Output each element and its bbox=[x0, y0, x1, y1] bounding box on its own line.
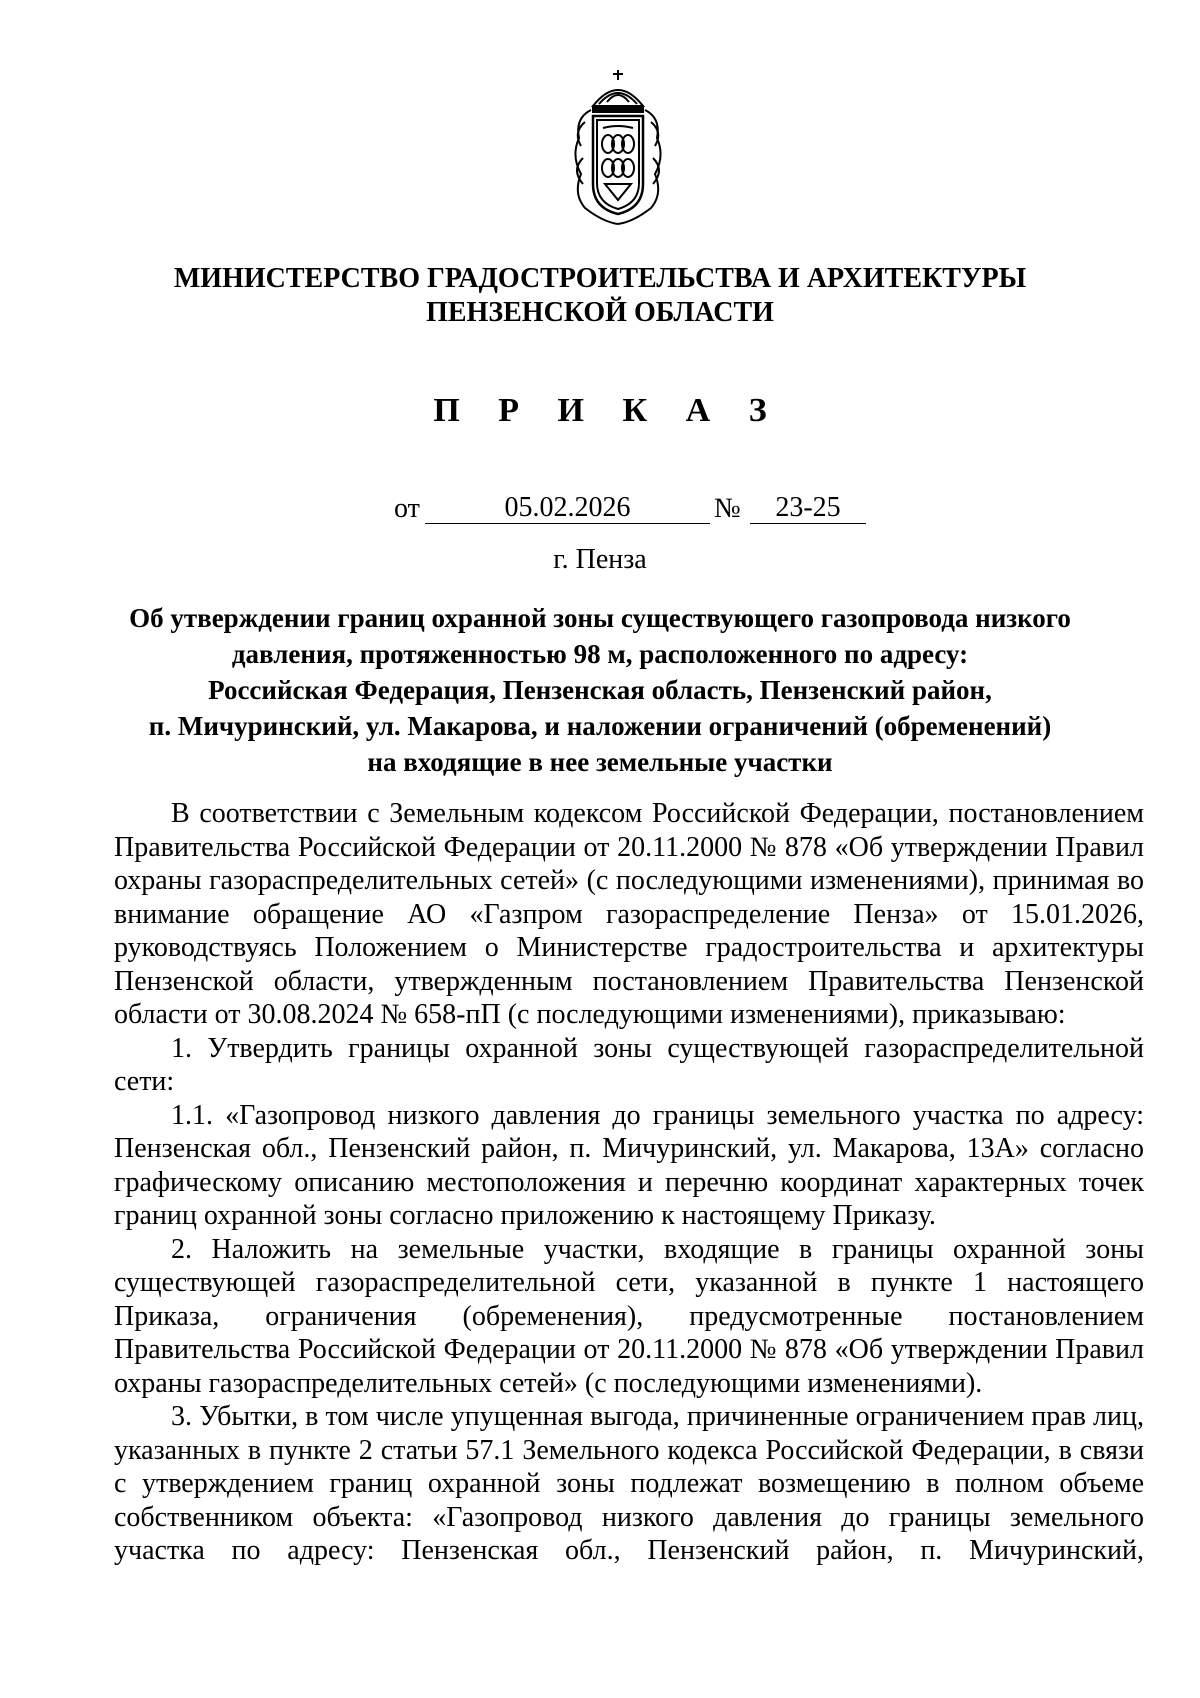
ministry-name bbox=[0, 262, 1200, 330]
number-prefix: № bbox=[714, 493, 741, 524]
item-1-1-paragraph: 1.1. «Газопровод низкого давления до границы земельного участка по адресу: Пензенская обл., Пензенский район, п. Мичуринский, ул. Макарова, 13А» согласно графическому описанию местоположения и перечню координат характерных точек границ охранной зоны согласно приложению к настоящему Приказу. bbox=[114, 1099, 1144, 1231]
document-date: 05.02.2026 bbox=[425, 493, 710, 524]
document-body bbox=[114, 797, 1144, 1568]
title-line-3: Российская Федерация, Пензенская область, Пензенский район, bbox=[208, 675, 992, 705]
ministry-line-2: ПЕНЗЕНСКОЙ ОБЛАСТИ bbox=[426, 297, 774, 328]
title-line-2: давления, протяженностью 98 м, расположенного по адресу: bbox=[231, 639, 969, 669]
title-line-4: п. Мичуринский, ул. Макарова, и наложении ограничений (обременений) bbox=[148, 711, 1052, 741]
item-3-paragraph: 3. Убытки, в том числе упущенная выгода, причиненные ограничением прав лиц, указанных в пункте 2 статьи 57.1 Земельного кодекса Российской Федерации, в связи с утверждением границ охранной зоны подлежат возмещению в полном объеме собственником объекта: «Газопровод низкого давления до границы земельного участка по адресу: Пензенская обл., Пензенский район, п. Мичуринский, bbox=[114, 1401, 1144, 1566]
document-title bbox=[80, 600, 1120, 780]
ministry-line-1: МИНИСТЕРСТВО ГРАДОСТРОИТЕЛЬСТВА И АРХИТЕКТУРЫ bbox=[173, 263, 1027, 294]
date-prefix: от bbox=[394, 493, 420, 524]
preamble-paragraph: В соответствии с Земельным кодексом Российской Федерации, постановлением Правительства Российской Федерации от 20.11.2000 № 878 «Об утверждении Правил охраны газораспределительных сетей» (с последующими изменениями), принимая во внимание обращение АО «Газпром газораспределение Пенза» от 15.01.2026, руководствуясь Положением о Министерстве градостроительства и архитектуры Пензенской области, утвержденным постановлением Правительства Пензенской области от 30.08.2024 № 658-пП (с последующими изменениями), приказываю: bbox=[114, 798, 1144, 1030]
document-number: 23-25 bbox=[750, 493, 866, 524]
date-number-line bbox=[0, 493, 1200, 529]
city: г. Пенза bbox=[553, 544, 647, 575]
title-line-1: Об утверждении границ охранной зоны существующего газопровода низкого bbox=[129, 603, 1071, 633]
penza-coat-of-arms-icon bbox=[563, 66, 673, 228]
document-type: П Р И К А З bbox=[433, 392, 782, 429]
item-2-paragraph: 2. Наложить на земельные участки, входящие в границы охранной зоны существующей газораспределительной сети, указанной в пункте 1 настоящего Приказа, ограничения (обременения), предусмотренные постановлением Правительства Российской Федерации от 20.11.2000 № 878 «Об утверждении Правил охраны газораспределительных сетей» (с последующими изменениями). bbox=[114, 1233, 1144, 1399]
title-line-5: на входящие в нее земельные участки bbox=[367, 747, 833, 777]
item-1-paragraph: 1. Утвердить границы охранной зоны существующей газораспределительной сети: bbox=[114, 1032, 1144, 1097]
